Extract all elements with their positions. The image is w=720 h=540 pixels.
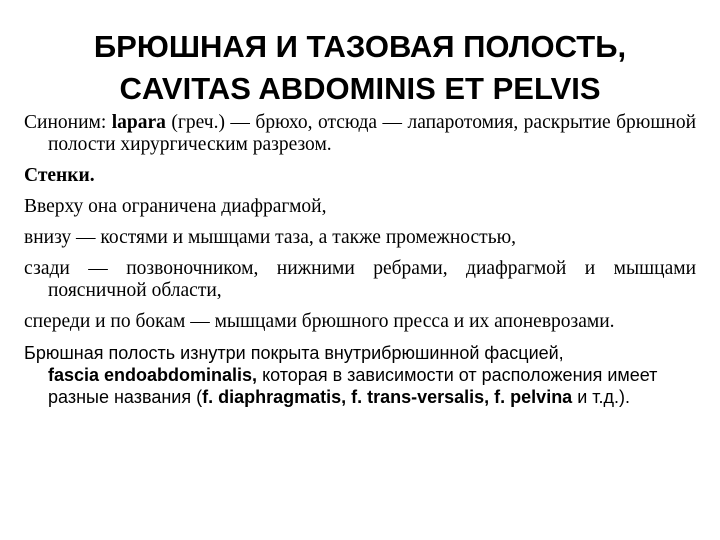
slide-body xyxy=(24,112,696,417)
slide-title xyxy=(0,26,720,110)
fascia-names: f. diaphragmatis, f. trans-versalis, f. pelvina xyxy=(202,387,573,407)
synonym-prefix: Синоним: xyxy=(24,112,112,133)
fascia-intro: Брюшная полость изнутри покрыта внутрибрюшинной фасцией, xyxy=(24,343,564,363)
fascia-paragraph xyxy=(24,342,696,408)
walls-heading xyxy=(24,165,696,187)
wall-front-paragraph: спереди и по бокам — мышцами брюшного пресса и их апоневрозами. xyxy=(24,311,615,332)
fascia-ending: и т.д.). xyxy=(572,387,631,407)
wall-bottom-paragraph: внизу — костями и мышцами таза, а также промежностью, xyxy=(24,227,517,248)
title-line-2: CAVITAS ABDOMINIS ET PELVIS xyxy=(119,71,601,106)
fascia-middle: которая в зависимости от расположения имеет разные названия ( xyxy=(48,365,658,407)
synonym-term: lapara xyxy=(111,112,166,133)
synonym-rest: (греч.) — брюхо, отсюда — лапаротомия, раскрытие брюшной полости хирургическим разрезом. xyxy=(48,112,696,155)
fascia-term: fascia endoabdominalis, xyxy=(48,365,258,385)
wall-top-paragraph: Вверху она ограничена диафрагмой, xyxy=(24,196,327,217)
synonym-paragraph xyxy=(24,112,696,156)
title-line-1: БРЮШНАЯ И ТАЗОВАЯ ПОЛОСТЬ, xyxy=(93,29,627,64)
walls-heading-text: Стенки. xyxy=(24,165,95,186)
wall-back-paragraph: сзади — позвоночником, нижними ребрами, диафрагмой и мышцами поясничной области, xyxy=(24,258,696,301)
